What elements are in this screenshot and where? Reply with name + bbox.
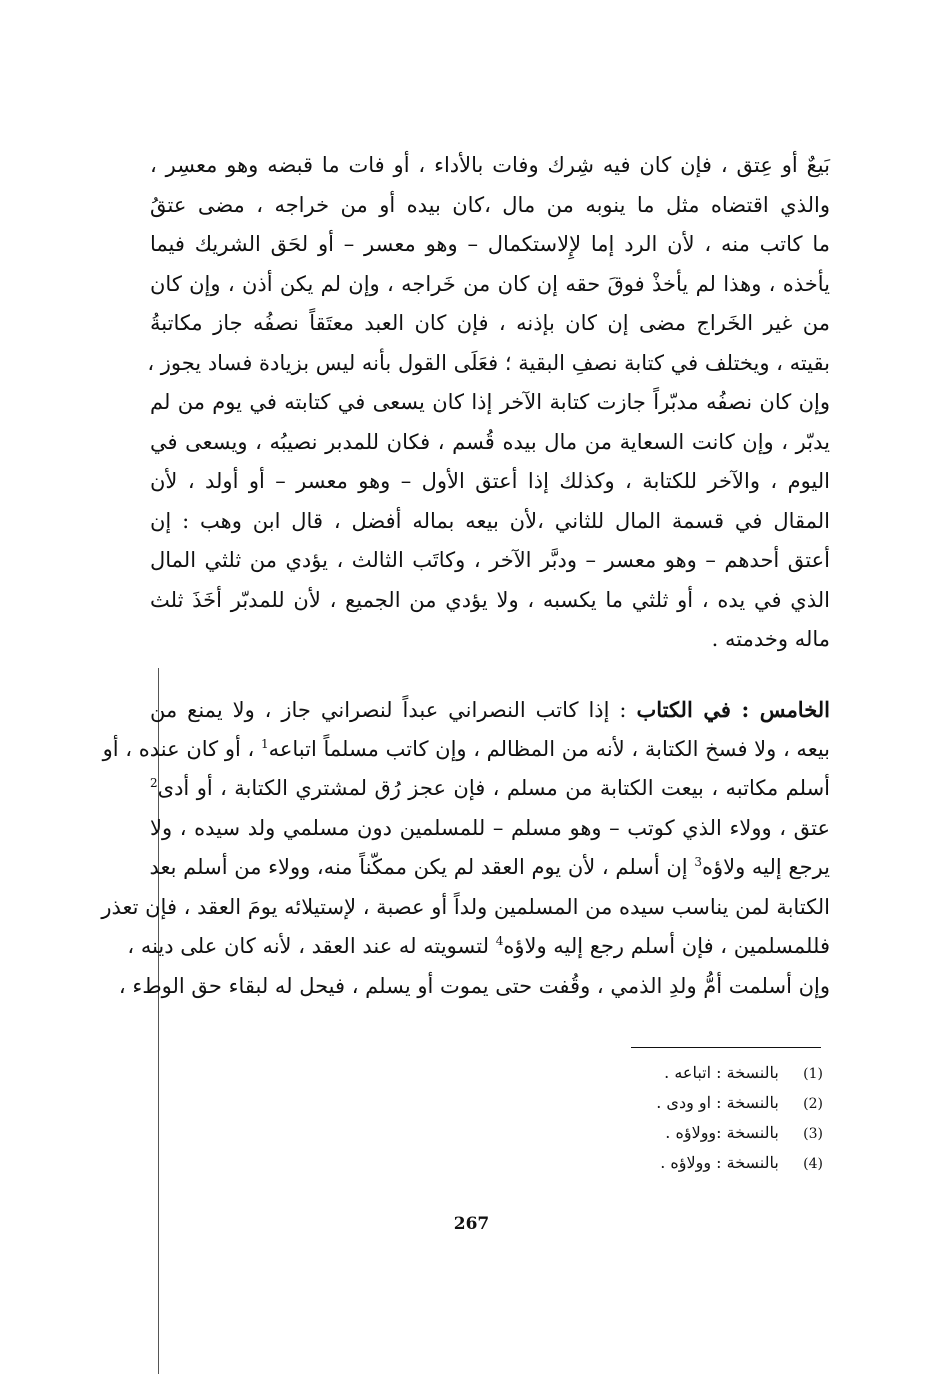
text-line	[127, 927, 830, 967]
text-span: فللمسلمين ، فإن أسلم رجع إليه ولاؤه	[503, 934, 830, 958]
footnote-number: (3)	[803, 1126, 823, 1142]
footnote-text: بالنسخة :وولاؤه .	[665, 1123, 779, 1142]
footnote-number: (2)	[803, 1096, 823, 1112]
text-line	[150, 848, 830, 888]
text-line: والذي اقتضاه مثل ما ينوبه من مال ،كان بيده أو من خراجه ، مضى عتقُ	[150, 192, 830, 217]
footnote-text: بالنسخة : وولاؤه .	[660, 1153, 779, 1172]
text-line: الكتابة لمن يناسب سيده من المسلمين ولداً أو عصبة ، لإستيلائه يومَ العقد ، فإن تعذر	[101, 894, 830, 919]
footnote-text: بالنسخة : اتباعه .	[664, 1063, 779, 1082]
footnote-text: بالنسخة : او ودى .	[656, 1093, 779, 1112]
text-line	[150, 769, 830, 809]
text-line: بقيته ، ويختلف في كتابة نصفِ البقية ؛ فعَلَى القول بأنه ليس بزيادة فساد يجوز ،	[147, 350, 830, 375]
text-line: المقال في قسمة المال للثاني ،لأن بيعه بماله أفضل ، قال ابن وهب : إن	[150, 508, 830, 533]
paragraph-2	[101, 690, 830, 1006]
text-span: إن أسلم ، لأن يوم العقد لم يكن ممكّناً منه، وولاء من أسلم بعد	[149, 855, 695, 879]
footnote-separator	[631, 1047, 821, 1048]
footnote-ref: 2	[150, 776, 158, 790]
text-line: اليوم ، والآخر للكتابة ، وكذلك إذا أعتق الأول – وهو معسر – أو أولد ، لأن	[150, 469, 830, 493]
text-span: ، أو كان عنده ، أو	[102, 736, 261, 761]
page-number: 267	[453, 1214, 490, 1234]
footnotes	[560, 1058, 823, 1178]
text-line: يأخذه ، وهذا لم يأخذْ فوقَ حقه إن كان من خَراجه ، وإن لم يكن أذن ، وإن كان	[150, 271, 830, 296]
footnote-item	[560, 1058, 823, 1088]
text-span: : إذا كاتب النصراني عبداً لنصراني جاز ، ولا يمنع من	[150, 698, 637, 722]
footnote-item	[560, 1148, 823, 1178]
text-line: ماله وخدمته .	[711, 627, 830, 651]
footnote-number: (4)	[803, 1156, 823, 1172]
text-line: أعتق أحدهم – وهو معسر – ودبَّر الآخر ، وكاتَب الثالث ، يؤدي من ثلثي المال	[150, 548, 830, 572]
text-line: الذي في يده ، أو ثلثي ما يكسبه ، ولا يؤدي من الجميع ، لأن للمدبّر أخَذَ ثلث	[150, 587, 830, 612]
text-span: بيعه ، ولا فسخ الكتابة ، لأنه من المظالم ، وإن كاتب مسلماً اتباعه	[268, 736, 830, 761]
text-line: من غير الخَراج مضى إن كان بإذنه ، فإن كان العبد معتَقاً نصفُه جاز مكاتبةُ	[150, 311, 830, 335]
footnote-ref: 3	[694, 855, 702, 869]
footnote-item	[560, 1088, 823, 1118]
text-line: ما كاتب منه ، لأن الرد إما لإِلاستكمال – وهو معسر – أو لحَق الشريك فيما	[150, 232, 830, 256]
footnote-item	[560, 1118, 823, 1148]
text-line: بَيعٌ أو عِتق ، فإن كان فيه شِرك وفات بالأداء ، أو فات ما قبضه وهو معسِر ،	[150, 153, 830, 177]
text-span: أسلم مكاتبه ، بيعت الكتابة من مسلم ، فإن عجز رُق لمشتري الكتابة ، أو أدى	[157, 776, 830, 800]
footnote-ref: 1	[260, 736, 269, 751]
footnote-number: (1)	[803, 1066, 823, 1082]
text-line	[102, 730, 830, 770]
text-span: يرجع إليه ولاؤه	[701, 855, 830, 879]
section-heading: الخامس : في الكتاب	[636, 697, 830, 722]
text-line: يدبّر ، وإن كانت السعاية من مال بيده قُسم ، فكان للمدبر نصيبُه ، ويسعى في	[150, 429, 830, 454]
footnote-ref: 4	[495, 934, 504, 948]
text-line: وإن كان نصفُه مدبّراً جازت كتابة الآخر إذا كان يسعى في كتابته في يوم من لم	[150, 390, 830, 414]
text-line	[150, 690, 830, 730]
text-line: عتق ، وولاء الذي كوتب – وهو مسلم – للمسلمين دون مسلمي ولد سيده ، ولا	[150, 815, 830, 840]
text-line: وإن أسلمت أمُّ ولدِ الذمي ، وقُفت حتى يموت أو يسلم ، فيحل له لبقاء حق الوطء ،	[118, 973, 830, 998]
paragraph-1	[147, 146, 830, 660]
text-span: لتسويته له عند العقد ، لأنه كان على دينه ،	[127, 934, 496, 958]
